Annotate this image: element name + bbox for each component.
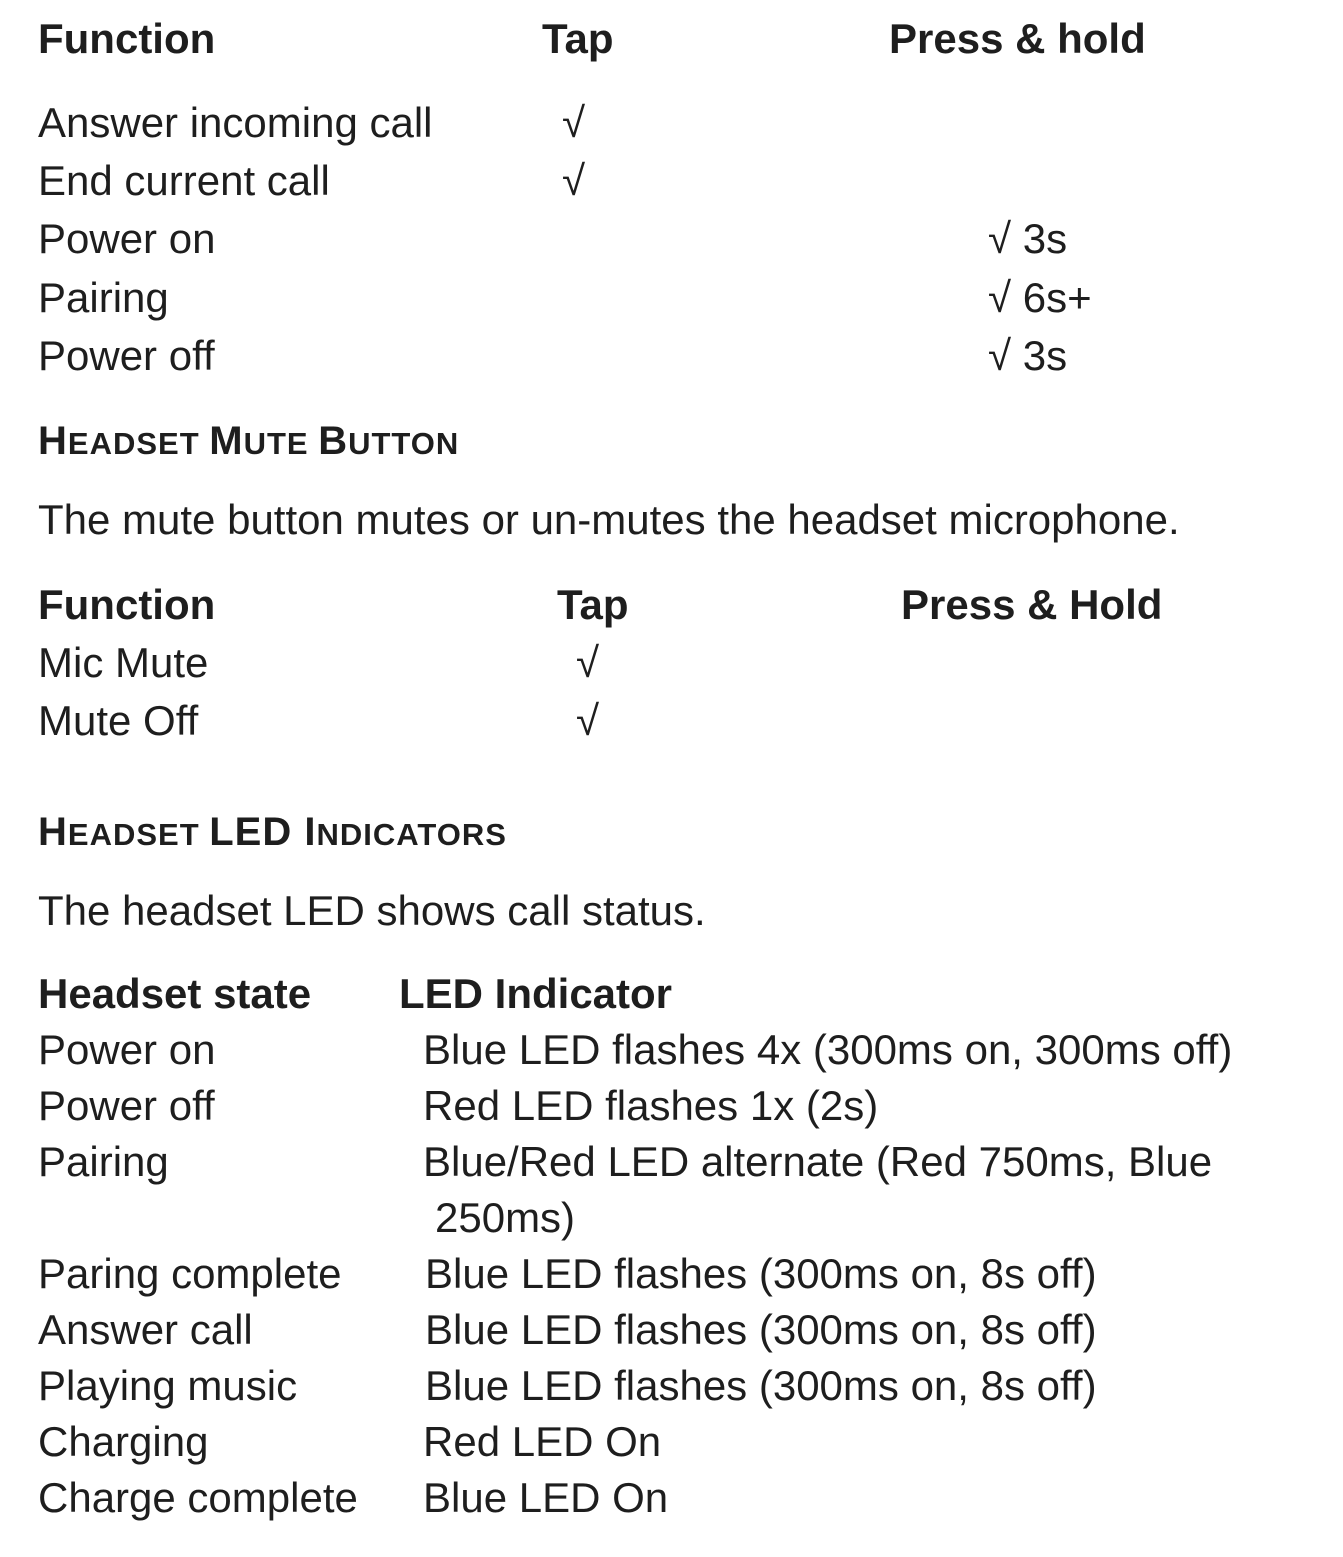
header-tap: Tap xyxy=(542,15,614,62)
table-row-tap: √ xyxy=(576,639,600,686)
section-heading-mute-button: HEADSET MUTE BUTTON xyxy=(38,419,460,463)
header-press-hold: Press & Hold xyxy=(901,581,1163,628)
table-row-function: Answer incoming call xyxy=(38,99,433,146)
table-row-indicator: Blue LED flashes 4x (300ms on, 300ms off) xyxy=(423,1026,1233,1073)
table-row-tap: √ xyxy=(562,157,586,204)
mute-description: The mute button mutes or un-mutes the headset microphone. xyxy=(38,496,1180,543)
table-row-tap: √ xyxy=(576,697,600,744)
table-row-function: Pairing xyxy=(38,274,169,321)
table-row-hold: √ 3s xyxy=(988,332,1068,379)
header-function: Function xyxy=(38,581,216,628)
led-description: The headset LED shows call status. xyxy=(38,887,706,934)
table-row-indicator: Blue LED flashes (300ms on, 8s off) xyxy=(425,1362,1097,1409)
table-row-state: Power off xyxy=(38,1082,215,1129)
table-row-function: Mute Off xyxy=(38,697,199,744)
table-row-hold: √ 6s+ xyxy=(988,274,1092,321)
table-row-function: Power on xyxy=(38,215,216,262)
table-row-hold: √ 3s xyxy=(988,215,1068,262)
header-headset-state: Headset state xyxy=(38,970,312,1017)
header-tap: Tap xyxy=(557,581,629,628)
table-row-state: Charge complete xyxy=(38,1474,358,1521)
table-row-function: Power off xyxy=(38,332,215,379)
table-row-indicator: Red LED On xyxy=(423,1418,662,1465)
table-row-indicator: Red LED flashes 1x (2s) xyxy=(423,1082,879,1129)
header-led-indicator: LED Indicator xyxy=(399,970,673,1017)
section-heading-led-indicators: HEADSET LED INDICATORS xyxy=(38,810,507,854)
table-row-function: End current call xyxy=(38,157,330,204)
table-row-indicator: Blue/Red LED alternate (Red 750ms, Blue xyxy=(423,1138,1213,1185)
table-row-state: Answer call xyxy=(38,1306,253,1353)
table-row-indicator: Blue LED flashes (300ms on, 8s off) xyxy=(425,1306,1097,1353)
table-row-function: Mic Mute xyxy=(38,639,209,686)
table-row-state: Playing music xyxy=(38,1362,298,1409)
table-row-tap: √ xyxy=(562,99,586,146)
table-row-indicator: Blue LED flashes (300ms on, 8s off) xyxy=(425,1250,1097,1297)
table-row-indicator-continued: 250ms) xyxy=(435,1194,576,1241)
table-row-state: Power on xyxy=(38,1026,216,1073)
header-press-hold: Press & hold xyxy=(889,15,1146,62)
table-row-state: Paring complete xyxy=(38,1250,342,1297)
header-function: Function xyxy=(38,15,216,62)
table-row-state: Pairing xyxy=(38,1138,169,1185)
table-row-indicator: Blue LED On xyxy=(423,1474,669,1521)
table-row-state: Charging xyxy=(38,1418,209,1465)
